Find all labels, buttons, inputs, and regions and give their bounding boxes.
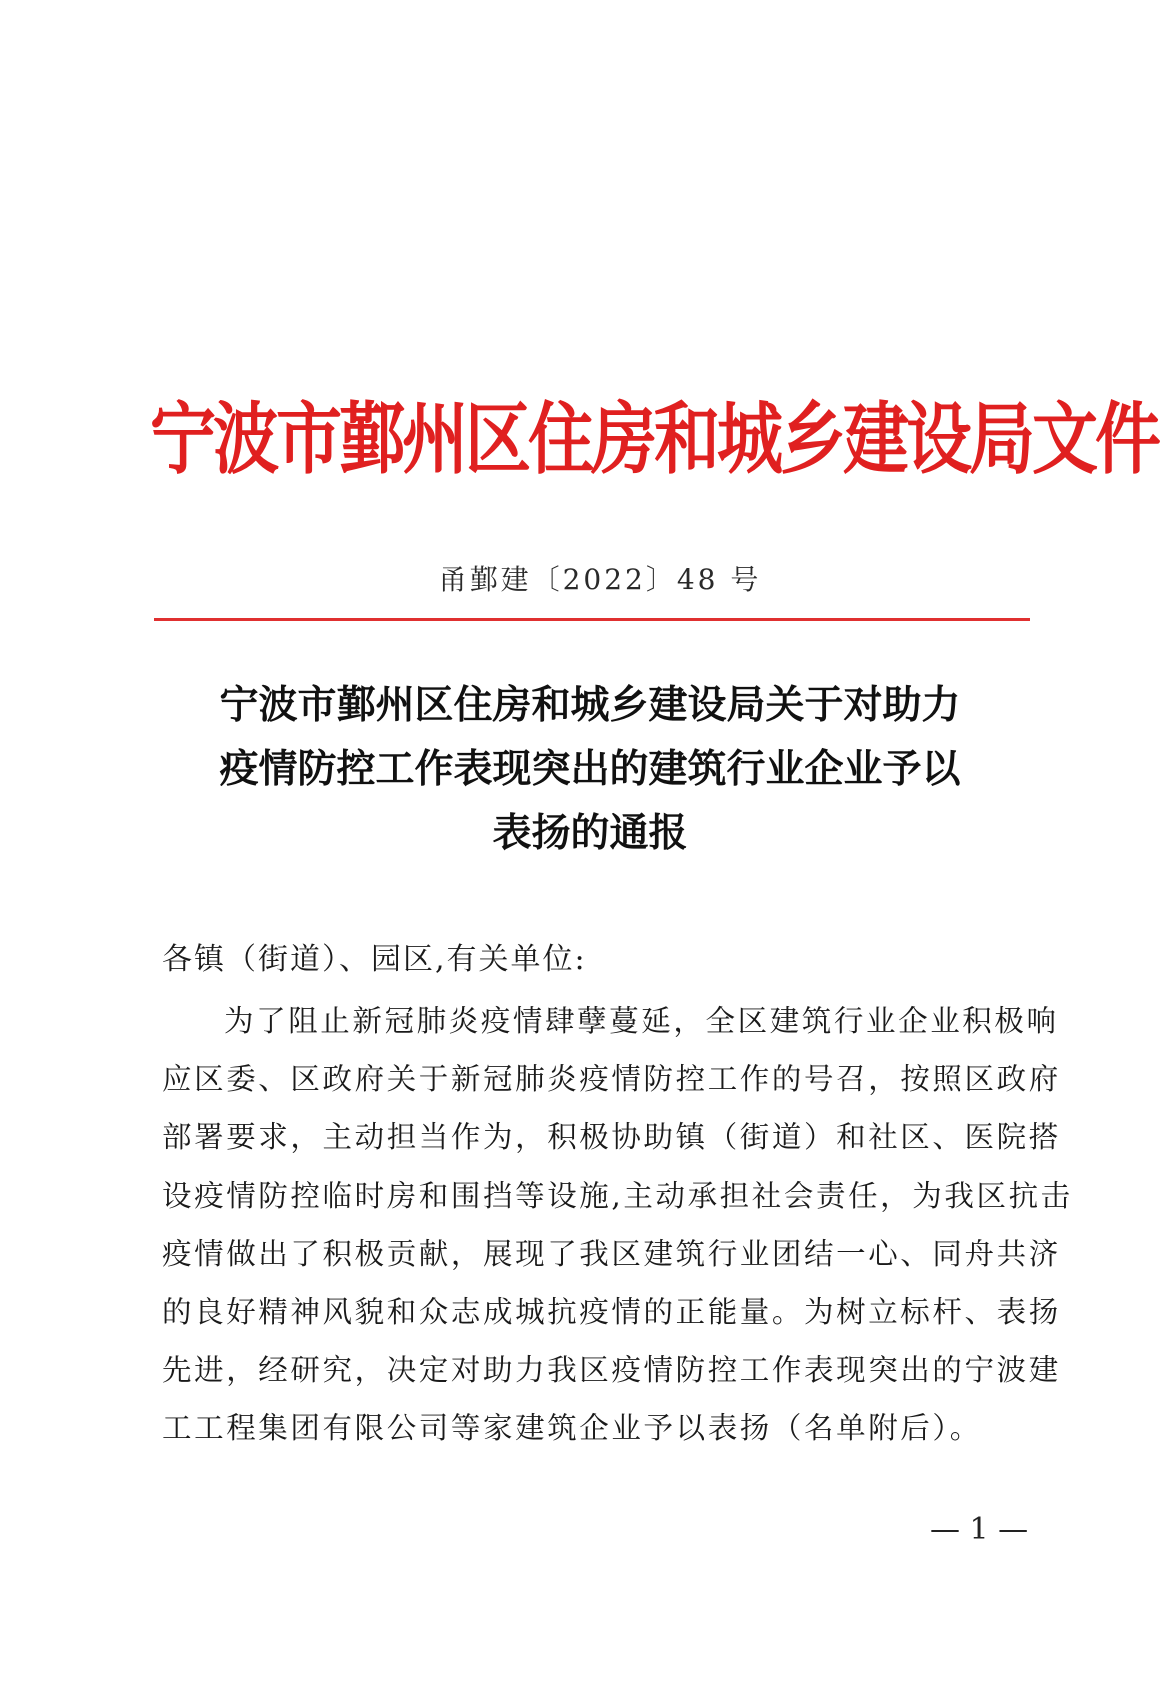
masthead-title: 宁波市鄞州区住房和城乡建设局文件 — [150, 393, 1158, 485]
page-number: — 1 — — [930, 1512, 1029, 1547]
body-line: 的良好精神风貌和众志成城抗疫情的正能量。为树立标杆、表扬 — [162, 1295, 1061, 1330]
red-divider-line — [154, 618, 1030, 621]
body-line: 设疫情防控临时房和围挡等设施,主动承担社会责任，为我区抗击 — [162, 1178, 1073, 1213]
body-paragraph — [162, 992, 1073, 1458]
body-line: 先进，经研究，决定对助力我区疫情防控工作表现突出的宁波建 — [162, 1353, 1061, 1388]
document-title — [150, 674, 1030, 866]
body-line: 应区委、区政府关于新冠肺炎疫情防控工作的号召，按照区政府 — [162, 1062, 1061, 1097]
title-line: 宁波市鄞州区住房和城乡建设局关于对助力 — [219, 683, 961, 728]
document-number: 甬鄞建〔2022〕48 号 — [438, 563, 762, 596]
body-line: 部署要求，主动担当作为，积极协助镇（街道）和社区、医院搭 — [162, 1120, 1061, 1155]
body-line: 疫情做出了积极贡献，展现了我区建筑行业团结一心、同舟共济 — [162, 1236, 1061, 1271]
salutation: 各镇（街道）、园区,有关单位: — [162, 942, 587, 977]
body-line: 工工程集团有限公司等家建筑企业予以表扬（名单附后）。 — [162, 1411, 982, 1446]
title-line: 表扬的通报 — [492, 811, 688, 856]
title-line: 疫情防控工作表现突出的建筑行业企业予以 — [219, 747, 961, 792]
body-line: 为了阻止新冠肺炎疫情肆孽蔓延，全区建筑行业企业积极响 — [224, 1004, 1059, 1038]
